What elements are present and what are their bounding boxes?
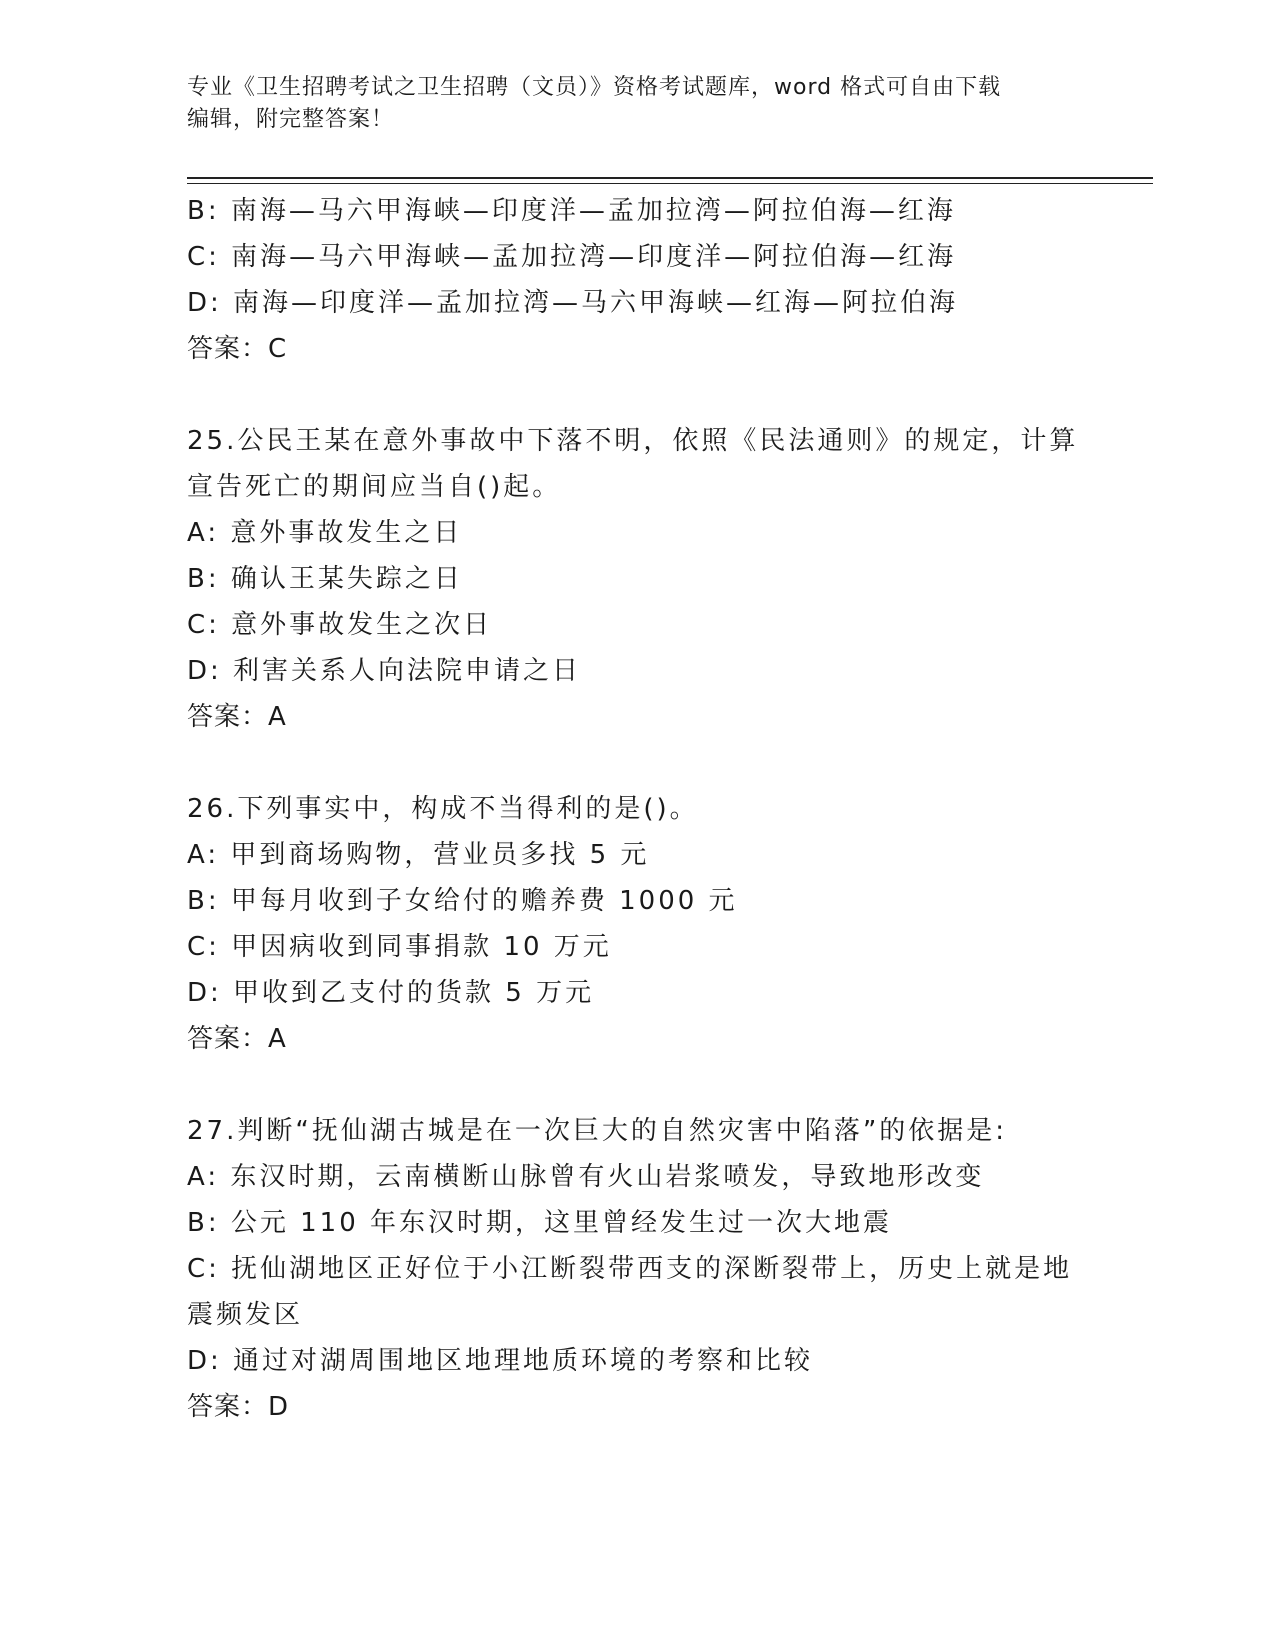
q25-option-b: B: 确认王某失踪之日: [187, 564, 463, 594]
q26-option-a: A: 甲到商场购物，营业员多找 5 元: [187, 840, 650, 870]
q27-option-c-line-1: C: 抚仙湖地区正好位于小江断裂带西支的深断裂带上，历史上就是地: [187, 1254, 1073, 1284]
q25-option-a: A: 意外事故发生之日: [187, 518, 463, 548]
q26-stem: 26.下列事实中，构成不当得利的是()。: [187, 794, 699, 824]
spacer: [187, 372, 1087, 418]
q25-stem-line-1: 25.公民王某在意外事故中下落不明，依照《民法通则》的规定，计算: [187, 426, 1079, 456]
q24-option-c: C: 南海—马六甲海峡—孟加拉湾—印度洋—阿拉伯海—红海: [187, 242, 957, 272]
q24-option-d: D: 南海—印度洋—孟加拉湾—马六甲海峡—红海—阿拉伯海: [187, 288, 959, 318]
q26-answer: 答案：A: [187, 1024, 287, 1054]
header-line-2: 编辑，附完整答案！: [187, 107, 395, 132]
spacer: [187, 1062, 1087, 1108]
question-24: [187, 188, 1087, 372]
q26-option-d: D: 甲收到乙支付的货款 5 万元: [187, 978, 595, 1008]
q24-option-b: B: 南海—马六甲海峡—印度洋—孟加拉湾—阿拉伯海—红海: [187, 196, 956, 226]
question-26: [187, 786, 1087, 1062]
q25-option-d: D: 利害关系人向法院申请之日: [187, 656, 582, 686]
q25-answer: 答案：A: [187, 702, 287, 732]
q25-stem-line-2: 宣告死亡的期间应当自()起。: [187, 472, 562, 502]
document-header: [187, 72, 1067, 136]
q27-option-b: B: 公元 110 年东汉时期，这里曾经发生过一次大地震: [187, 1208, 893, 1238]
q26-option-c: C: 甲因病收到同事捐款 10 万元: [187, 932, 612, 962]
header-divider-thin: [187, 183, 1153, 184]
question-27: [187, 1108, 1087, 1430]
q27-option-a: A: 东汉时期，云南横断山脉曾有火山岩浆喷发，导致地形改变: [187, 1162, 985, 1192]
header-divider-thick: [187, 177, 1153, 179]
spacer: [187, 740, 1087, 786]
q27-stem: 27.判断“抚仙湖古城是在一次巨大的自然灾害中陷落”的依据是:: [187, 1116, 1008, 1146]
q26-option-b: B: 甲每月收到子女给付的赡养费 1000 元: [187, 886, 738, 916]
q27-option-d: D: 通过对湖周围地区地理地质环境的考察和比较: [187, 1346, 814, 1376]
q27-option-c-line-2: 震频发区: [187, 1300, 304, 1330]
header-line-1: 专业《卫生招聘考试之卫生招聘（文员）》资格考试题库，word 格式可自由下载: [187, 75, 1002, 100]
q25-option-c: C: 意外事故发生之次日: [187, 610, 493, 640]
question-content: [187, 188, 1087, 1430]
question-25: [187, 418, 1087, 740]
q27-answer: 答案：D: [187, 1392, 290, 1422]
q24-answer: 答案：C: [187, 334, 288, 364]
